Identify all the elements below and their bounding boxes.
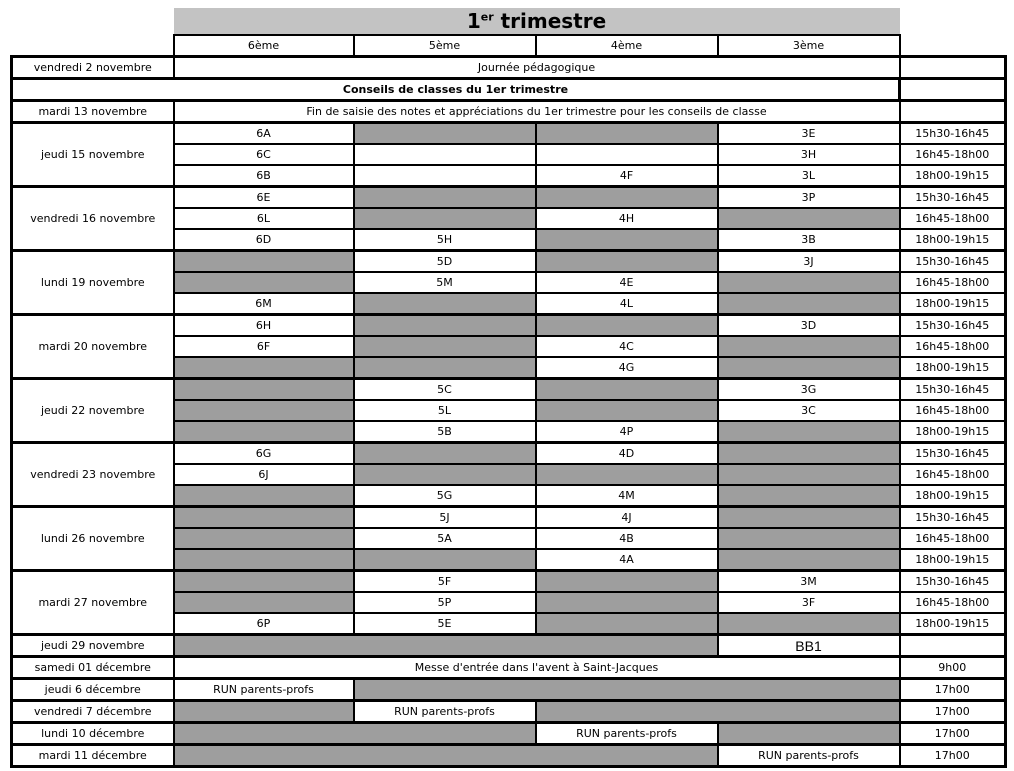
class-cell: 4H xyxy=(536,208,718,229)
time-cell: 16h45-18h00 xyxy=(900,272,1006,293)
column-header-3eme: 3ème xyxy=(718,35,900,57)
class-cell: 4E xyxy=(536,272,718,293)
time-cell xyxy=(900,101,1006,123)
header-row xyxy=(12,35,1006,57)
column-header-6eme: 6ème xyxy=(174,35,354,57)
event-row xyxy=(12,723,1006,745)
trimester-schedule-table xyxy=(10,8,1007,768)
time-cell: 17h00 xyxy=(900,679,1006,701)
row-journee-pedagogique xyxy=(12,57,1006,79)
time-cell: 18h00-19h15 xyxy=(900,357,1006,379)
time-cell: 16h45-18h00 xyxy=(900,464,1006,485)
class-cell: 4G xyxy=(536,357,718,379)
shaded-cell xyxy=(174,701,354,723)
section-banner: Conseils de classes du 1er trimestre xyxy=(12,79,900,101)
shaded-cell xyxy=(174,272,354,293)
time-cell: 17h00 xyxy=(900,723,1006,745)
shaded-cell xyxy=(718,507,900,529)
time-cell: 15h30-16h45 xyxy=(900,443,1006,465)
shaded-cell xyxy=(536,613,718,635)
shaded-cell xyxy=(174,528,354,549)
time-cell: 17h00 xyxy=(900,701,1006,723)
date-cell: samedi 01 décembre xyxy=(12,657,174,679)
class-cell: 4J xyxy=(536,507,718,529)
shaded-cell xyxy=(174,507,354,529)
time-cell: 18h00-19h15 xyxy=(900,229,1006,251)
empty-cell xyxy=(354,165,536,187)
class-cell: 6J xyxy=(174,464,354,485)
shaded-cell xyxy=(718,293,900,315)
title-prefix: 1 xyxy=(466,9,481,33)
conseil-row xyxy=(12,571,1006,593)
time-cell: 15h30-16h45 xyxy=(900,507,1006,529)
time-cell: 18h00-19h15 xyxy=(900,549,1006,571)
empty-cell xyxy=(354,144,536,165)
shaded-cell xyxy=(354,357,536,379)
time-cell: 18h00-19h15 xyxy=(900,421,1006,443)
class-cell: 6L xyxy=(174,208,354,229)
shaded-cell xyxy=(354,336,536,357)
shaded-cell xyxy=(718,485,900,507)
time-cell xyxy=(900,79,1006,101)
class-cell: 3J xyxy=(718,251,900,273)
event-cell: Journée pédagogique xyxy=(174,57,900,79)
date-cell: vendredi 16 novembre xyxy=(12,187,174,251)
class-cell: 4P xyxy=(536,421,718,443)
shaded-cell xyxy=(536,701,900,723)
class-cell: 3E xyxy=(718,123,900,145)
time-cell xyxy=(900,57,1006,79)
class-cell: 4C xyxy=(536,336,718,357)
shaded-cell xyxy=(354,679,900,701)
class-cell: 5A xyxy=(354,528,536,549)
shaded-cell xyxy=(174,723,536,745)
shaded-cell xyxy=(536,187,718,209)
shaded-cell xyxy=(174,379,354,401)
class-cell: 5M xyxy=(354,272,536,293)
shaded-cell xyxy=(174,251,354,273)
class-cell: 5F xyxy=(354,571,536,593)
shaded-cell xyxy=(354,187,536,209)
time-cell: 15h30-16h45 xyxy=(900,315,1006,337)
time-cell: 16h45-18h00 xyxy=(900,528,1006,549)
schedule-sheet xyxy=(10,8,1007,768)
time-cell: 17h00 xyxy=(900,745,1006,767)
class-cell: 4L xyxy=(536,293,718,315)
class-cell: 3D xyxy=(718,315,900,337)
class-cell: 6P xyxy=(174,613,354,635)
date-cell: vendredi 2 novembre xyxy=(12,57,174,79)
empty-header-cell xyxy=(900,35,1006,57)
date-cell: mardi 13 novembre xyxy=(12,101,174,123)
conseil-row xyxy=(12,251,1006,273)
event-row xyxy=(12,635,1006,657)
empty-corner-cell xyxy=(900,8,1006,35)
time-cell: 15h30-16h45 xyxy=(900,571,1006,593)
shaded-cell xyxy=(718,443,900,465)
class-cell: 4M xyxy=(536,485,718,507)
shaded-cell xyxy=(174,549,354,571)
time-cell: 18h00-19h15 xyxy=(900,613,1006,635)
shaded-cell xyxy=(718,464,900,485)
shaded-cell xyxy=(718,613,900,635)
empty-corner-cell xyxy=(12,8,174,35)
shaded-cell xyxy=(354,464,536,485)
date-cell: lundi 26 novembre xyxy=(12,507,174,571)
event-row xyxy=(12,657,1006,679)
date-cell: jeudi 22 novembre xyxy=(12,379,174,443)
date-cell: jeudi 15 novembre xyxy=(12,123,174,187)
shaded-cell xyxy=(354,293,536,315)
class-cell: 5C xyxy=(354,379,536,401)
class-cell: 3G xyxy=(718,379,900,401)
time-cell: 16h45-18h00 xyxy=(900,400,1006,421)
event-cell: RUN parents-profs xyxy=(354,701,536,723)
class-cell: 4B xyxy=(536,528,718,549)
time-cell: 15h30-16h45 xyxy=(900,251,1006,273)
class-cell: 3F xyxy=(718,592,900,613)
column-header-5eme: 5ème xyxy=(354,35,536,57)
shaded-cell xyxy=(174,357,354,379)
shaded-cell xyxy=(174,421,354,443)
shaded-cell xyxy=(718,208,900,229)
conseil-row xyxy=(12,123,1006,145)
title-rest: trimestre xyxy=(493,9,607,33)
shaded-cell xyxy=(354,123,536,145)
date-cell: lundi 19 novembre xyxy=(12,251,174,315)
time-cell: 16h45-18h00 xyxy=(900,144,1006,165)
conseil-row xyxy=(12,187,1006,209)
class-cell: 5L xyxy=(354,400,536,421)
shaded-cell xyxy=(174,571,354,593)
class-cell: 3B xyxy=(718,229,900,251)
class-cell: 6E xyxy=(174,187,354,209)
shaded-cell xyxy=(536,571,718,593)
time-cell xyxy=(900,635,1006,657)
empty-header-cell xyxy=(12,35,174,57)
class-cell: 6C xyxy=(174,144,354,165)
class-cell: 6A xyxy=(174,123,354,145)
time-cell: 15h30-16h45 xyxy=(900,123,1006,145)
conseil-row xyxy=(12,443,1006,465)
shaded-cell xyxy=(174,745,718,767)
class-cell: 5P xyxy=(354,592,536,613)
shaded-cell xyxy=(174,400,354,421)
class-cell: 5B xyxy=(354,421,536,443)
shaded-cell xyxy=(174,592,354,613)
shaded-cell xyxy=(354,208,536,229)
shaded-cell xyxy=(536,379,718,401)
title-row xyxy=(12,8,1006,35)
event-cell: Fin de saisie des notes et appréciations du 1er trimestre pour les conseils de classe xyxy=(174,101,900,123)
class-cell: 5H xyxy=(354,229,536,251)
date-cell: mardi 11 décembre xyxy=(12,745,174,767)
event-row xyxy=(12,745,1006,767)
title-superscript: er xyxy=(480,10,494,24)
class-cell: 6H xyxy=(174,315,354,337)
class-cell: 4A xyxy=(536,549,718,571)
date-cell: jeudi 29 novembre xyxy=(12,635,174,657)
shaded-cell xyxy=(718,528,900,549)
row-fin-de-saisie xyxy=(12,101,1006,123)
shaded-cell xyxy=(536,229,718,251)
class-cell: 4D xyxy=(536,443,718,465)
shaded-cell xyxy=(536,592,718,613)
shaded-cell xyxy=(718,272,900,293)
class-cell: 5D xyxy=(354,251,536,273)
conseil-row xyxy=(12,379,1006,401)
class-cell: 6D xyxy=(174,229,354,251)
date-cell: vendredi 7 décembre xyxy=(12,701,174,723)
shaded-cell xyxy=(718,336,900,357)
section-banner-row xyxy=(12,79,1006,101)
event-cell: Messe d'entrée dans l'avent à Saint-Jacques xyxy=(174,657,900,679)
class-cell: 6M xyxy=(174,293,354,315)
class-cell: 3P xyxy=(718,187,900,209)
event-cell: RUN parents-profs xyxy=(718,745,900,767)
shaded-cell xyxy=(536,464,718,485)
conseil-row xyxy=(12,507,1006,529)
class-cell: 5J xyxy=(354,507,536,529)
empty-cell xyxy=(536,144,718,165)
date-cell: mardi 27 novembre xyxy=(12,571,174,635)
shaded-cell xyxy=(174,485,354,507)
shaded-cell xyxy=(354,315,536,337)
class-cell: 5G xyxy=(354,485,536,507)
date-cell: vendredi 23 novembre xyxy=(12,443,174,507)
shaded-cell xyxy=(718,723,900,745)
shaded-cell xyxy=(536,315,718,337)
page-title xyxy=(174,8,900,35)
column-header-4eme: 4ème xyxy=(536,35,718,57)
event-cell: BB1 xyxy=(718,635,900,657)
class-cell: 3H xyxy=(718,144,900,165)
time-cell: 18h00-19h15 xyxy=(900,165,1006,187)
class-cell: 6F xyxy=(174,336,354,357)
event-row xyxy=(12,701,1006,723)
conseil-row xyxy=(12,315,1006,337)
class-cell: 3C xyxy=(718,400,900,421)
shaded-cell xyxy=(354,549,536,571)
class-cell: 4F xyxy=(536,165,718,187)
shaded-cell xyxy=(536,251,718,273)
time-cell: 16h45-18h00 xyxy=(900,592,1006,613)
class-cell: 3L xyxy=(718,165,900,187)
class-cell: 5E xyxy=(354,613,536,635)
shaded-cell xyxy=(718,357,900,379)
event-cell: RUN parents-profs xyxy=(536,723,718,745)
shaded-cell xyxy=(354,443,536,465)
shaded-cell xyxy=(718,549,900,571)
time-cell: 18h00-19h15 xyxy=(900,485,1006,507)
class-cell: 6G xyxy=(174,443,354,465)
time-cell: 16h45-18h00 xyxy=(900,208,1006,229)
date-cell: jeudi 6 décembre xyxy=(12,679,174,701)
time-cell: 15h30-16h45 xyxy=(900,379,1006,401)
time-cell: 16h45-18h00 xyxy=(900,336,1006,357)
date-cell: mardi 20 novembre xyxy=(12,315,174,379)
shaded-cell xyxy=(536,123,718,145)
shaded-cell xyxy=(174,635,718,657)
event-row xyxy=(12,679,1006,701)
event-cell: RUN parents-profs xyxy=(174,679,354,701)
class-cell: 3M xyxy=(718,571,900,593)
time-cell: 9h00 xyxy=(900,657,1006,679)
date-cell: lundi 10 décembre xyxy=(12,723,174,745)
shaded-cell xyxy=(536,400,718,421)
time-cell: 18h00-19h15 xyxy=(900,293,1006,315)
class-cell: 6B xyxy=(174,165,354,187)
time-cell: 15h30-16h45 xyxy=(900,187,1006,209)
shaded-cell xyxy=(718,421,900,443)
